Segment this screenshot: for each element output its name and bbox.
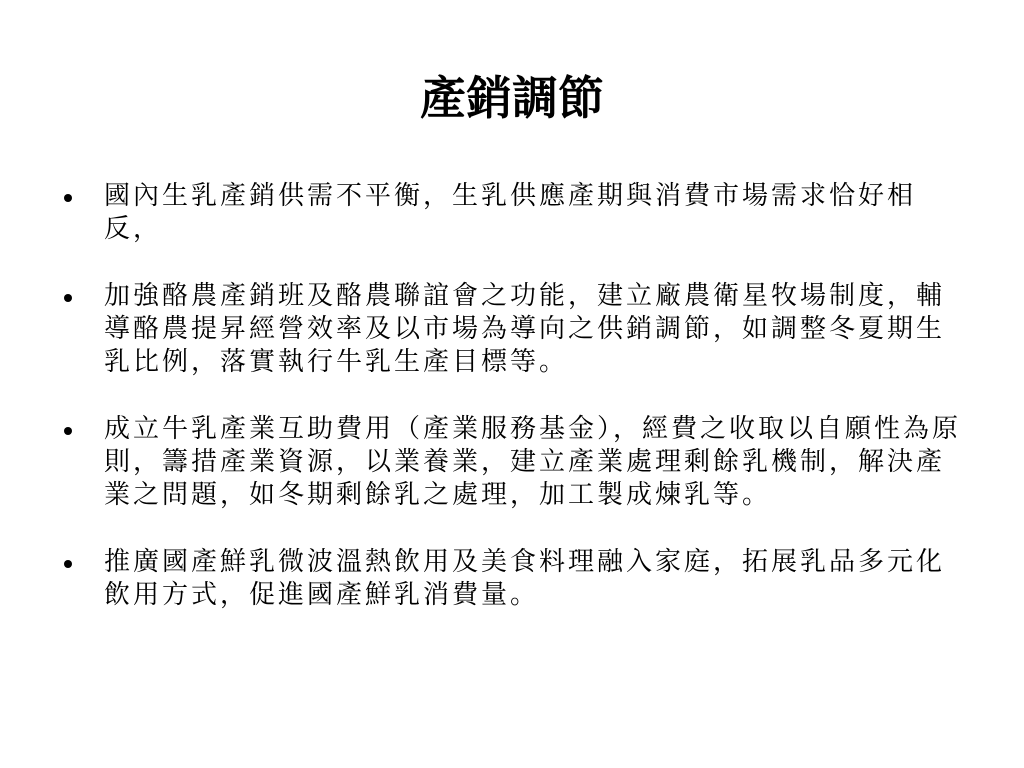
bullet-list — [60, 180, 970, 646]
bullet-dot-icon — [64, 294, 72, 302]
bullet-item — [60, 546, 970, 612]
bullet-item — [60, 413, 970, 512]
bullet-dot-icon — [64, 194, 72, 202]
bullet-text: 加強酪農產銷班及酪農聯誼會之功能，建立廠農衛星牧場制度，輔導酪農提昇經營效率及以市場為導向之供銷調節，如調整冬夏期生乳比例，落實執行牛乳生產目標等。 — [104, 281, 946, 377]
bullet-text: 國內生乳產銷供需不平衡，生乳供應產期與消費市場需求恰好相反， — [104, 181, 917, 244]
bullet-text: 推廣國產鮮乳微波溫熱飲用及美食料理融入家庭，拓展乳品多元化飲用方式，促進國產鮮乳消費量。 — [104, 547, 946, 610]
bullet-text: 成立牛乳產業互助費用（產業服務基金），經費之收取以自願性為原則，籌措產業資源，以業養業，建立產業處理剩餘乳機制，解決產業之問題，如冬期剩餘乳之處理，加工製成煉乳等。 — [104, 414, 962, 510]
bullet-item — [60, 280, 970, 379]
slide-title: 產銷調節 — [420, 71, 604, 125]
bullet-item — [60, 180, 970, 246]
bullet-dot-icon — [64, 427, 72, 435]
bullet-dot-icon — [64, 560, 72, 568]
